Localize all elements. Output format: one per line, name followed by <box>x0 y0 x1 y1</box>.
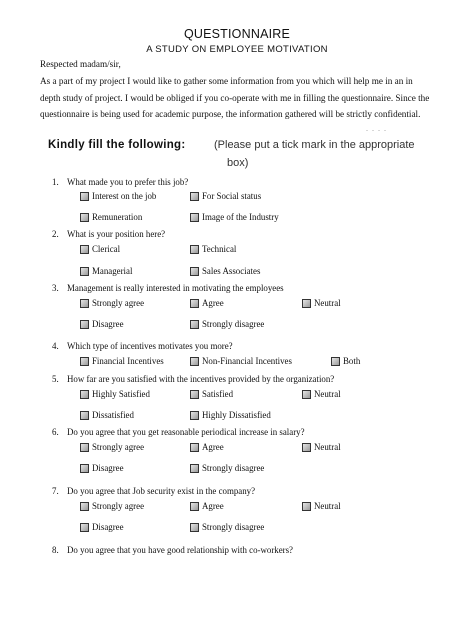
question-text: What is your position here? <box>67 229 166 239</box>
question-2 <box>52 229 165 239</box>
option-label: Strongly disagree <box>202 522 265 532</box>
question-text: What made you to prefer this job? <box>67 177 189 187</box>
question-text: Which type of incentives motivates you more? <box>67 341 233 351</box>
checkbox[interactable] <box>302 390 311 399</box>
option-label: Strongly agree <box>92 501 145 511</box>
option-label: Strongly disagree <box>202 463 265 473</box>
option-interest-on-job[interactable] <box>80 191 156 201</box>
option-both[interactable] <box>331 356 360 366</box>
checkbox[interactable] <box>80 464 89 473</box>
intro-line-3: questionnaire is being used for academic purpose, the information gathered will be strictly confidential. <box>40 109 421 119</box>
option-satisfied[interactable] <box>190 389 233 399</box>
option-disagree[interactable] <box>80 522 124 532</box>
salutation: Respected madam/sir, <box>40 59 121 69</box>
question-text: Do you agree that Job security exist in the company? <box>67 486 256 496</box>
page-subtitle: A STUDY ON EMPLOYEE MOTIVATION <box>146 44 328 55</box>
option-label: Disagree <box>92 319 124 329</box>
checkbox[interactable] <box>190 443 199 452</box>
option-neutral[interactable] <box>302 298 341 308</box>
checkbox[interactable] <box>80 357 89 366</box>
page-title: QUESTIONNAIRE <box>183 27 291 41</box>
checkbox[interactable] <box>190 357 199 366</box>
option-strongly-disagree[interactable] <box>190 522 264 532</box>
checkbox[interactable] <box>80 192 89 201</box>
question-number: 2. <box>52 229 59 239</box>
question-text: Management is really interested in motivating the employees <box>67 283 284 293</box>
option-disagree[interactable] <box>80 319 124 329</box>
checkbox[interactable] <box>80 411 89 420</box>
question-7 <box>52 486 255 496</box>
checkbox[interactable] <box>190 502 199 511</box>
question-number: 3. <box>52 283 59 293</box>
checkbox[interactable] <box>302 502 311 511</box>
checkbox[interactable] <box>190 523 199 532</box>
checkbox[interactable] <box>80 502 89 511</box>
question-1 <box>52 177 188 187</box>
option-technical[interactable] <box>190 244 236 254</box>
option-label: Interest on the job <box>92 191 157 201</box>
option-label: Image of the Industry <box>202 212 279 222</box>
checkbox[interactable] <box>302 443 311 452</box>
checkbox[interactable] <box>190 213 199 222</box>
checkbox[interactable] <box>80 390 89 399</box>
option-label: Strongly agree <box>92 442 145 452</box>
question-text: How far are you satisfied with the incentives provided by the organization? <box>67 374 335 384</box>
option-label: Neutral <box>314 442 341 452</box>
option-label: Non-Financial Incentives <box>202 356 292 366</box>
option-label: Agree <box>202 442 224 452</box>
option-dissatisfied[interactable] <box>80 410 134 420</box>
question-text: Do you agree that you get reasonable periodical increase in salary? <box>67 427 305 437</box>
checkbox[interactable] <box>302 299 311 308</box>
question-number: 7. <box>52 486 59 496</box>
checkbox[interactable] <box>190 245 199 254</box>
question-number: 4. <box>52 341 59 351</box>
question-number: 8. <box>52 545 59 555</box>
option-image-of-industry[interactable] <box>190 212 279 222</box>
option-label: Remuneration <box>92 212 143 222</box>
checkbox[interactable] <box>190 464 199 473</box>
option-for-social-status[interactable] <box>190 191 261 201</box>
checkbox[interactable] <box>80 443 89 452</box>
option-label: Clerical <box>92 244 121 254</box>
option-neutral[interactable] <box>302 501 341 511</box>
checkbox[interactable] <box>190 390 199 399</box>
question-6 <box>52 427 305 437</box>
checkbox[interactable] <box>331 357 340 366</box>
checkbox[interactable] <box>190 192 199 201</box>
question-8 <box>52 545 293 555</box>
option-agree[interactable] <box>190 442 224 452</box>
question-4 <box>52 341 233 351</box>
option-strongly-agree[interactable] <box>80 501 144 511</box>
option-clerical[interactable] <box>80 244 120 254</box>
question-5 <box>52 374 334 384</box>
option-label: Sales Associates <box>202 266 261 276</box>
question-number: 1. <box>52 177 59 187</box>
option-disagree[interactable] <box>80 463 124 473</box>
option-non-financial-incentives[interactable] <box>190 356 292 366</box>
option-remuneration[interactable] <box>80 212 142 222</box>
question-number: 6. <box>52 427 59 437</box>
option-financial-incentives[interactable] <box>80 356 164 366</box>
option-label: Disagree <box>92 522 124 532</box>
option-managerial[interactable] <box>80 266 132 276</box>
option-label: Neutral <box>314 501 341 511</box>
option-highly-dissatisfied[interactable] <box>190 410 271 420</box>
checkbox[interactable] <box>80 320 89 329</box>
option-label: Agree <box>202 501 224 511</box>
option-label: Managerial <box>92 266 133 276</box>
option-label: Strongly disagree <box>202 319 265 329</box>
checkbox[interactable] <box>190 299 199 308</box>
question-text: Do you agree that you have good relationship with co-workers? <box>67 545 294 555</box>
option-label: Financial Incentives <box>92 356 164 366</box>
option-highly-satisfied[interactable] <box>80 389 150 399</box>
option-neutral[interactable] <box>302 442 341 452</box>
option-label: Highly Dissatisfied <box>202 410 271 420</box>
option-label: Highly Satisfied <box>92 389 150 399</box>
option-sales-associates[interactable] <box>190 266 260 276</box>
option-label: Strongly agree <box>92 298 145 308</box>
checkbox[interactable] <box>80 299 89 308</box>
intro-line-2: depth study of project. I would be obliged if you co-operate with me in filling the questionnaire. Since the <box>40 93 430 103</box>
option-label: Neutral <box>314 298 341 308</box>
option-label: Disagree <box>92 463 124 473</box>
checkbox[interactable] <box>190 267 199 276</box>
option-agree[interactable] <box>190 298 224 308</box>
option-strongly-disagree[interactable] <box>190 463 264 473</box>
option-strongly-agree[interactable] <box>80 442 144 452</box>
instructions-note: (Please put a tick mark in the appropriate <box>214 139 415 151</box>
option-label: Technical <box>202 244 237 254</box>
intro-line-1: As a part of my project I would like to gather some information from you which will help me in an in <box>40 76 413 86</box>
checkbox[interactable] <box>80 245 89 254</box>
checkbox[interactable] <box>190 320 199 329</box>
checkbox[interactable] <box>80 267 89 276</box>
option-strongly-disagree[interactable] <box>190 319 264 329</box>
checkbox[interactable] <box>80 213 89 222</box>
option-label: Agree <box>202 298 224 308</box>
option-label: Both <box>343 356 361 366</box>
option-label: For Social status <box>202 191 262 201</box>
checkbox[interactable] <box>190 411 199 420</box>
instructions-note-cont: box) <box>227 157 249 169</box>
option-label: Neutral <box>314 389 341 399</box>
checkbox[interactable] <box>80 523 89 532</box>
option-agree[interactable] <box>190 501 224 511</box>
question-3 <box>52 283 284 293</box>
option-label: Dissatisfied <box>92 410 134 420</box>
option-neutral[interactable] <box>302 389 341 399</box>
faint-dots: . . . . <box>366 124 387 133</box>
option-strongly-agree[interactable] <box>80 298 144 308</box>
option-label: Satisfied <box>202 389 234 399</box>
question-number: 5. <box>52 374 59 384</box>
instructions-heading: Kindly fill the following: <box>48 139 186 151</box>
